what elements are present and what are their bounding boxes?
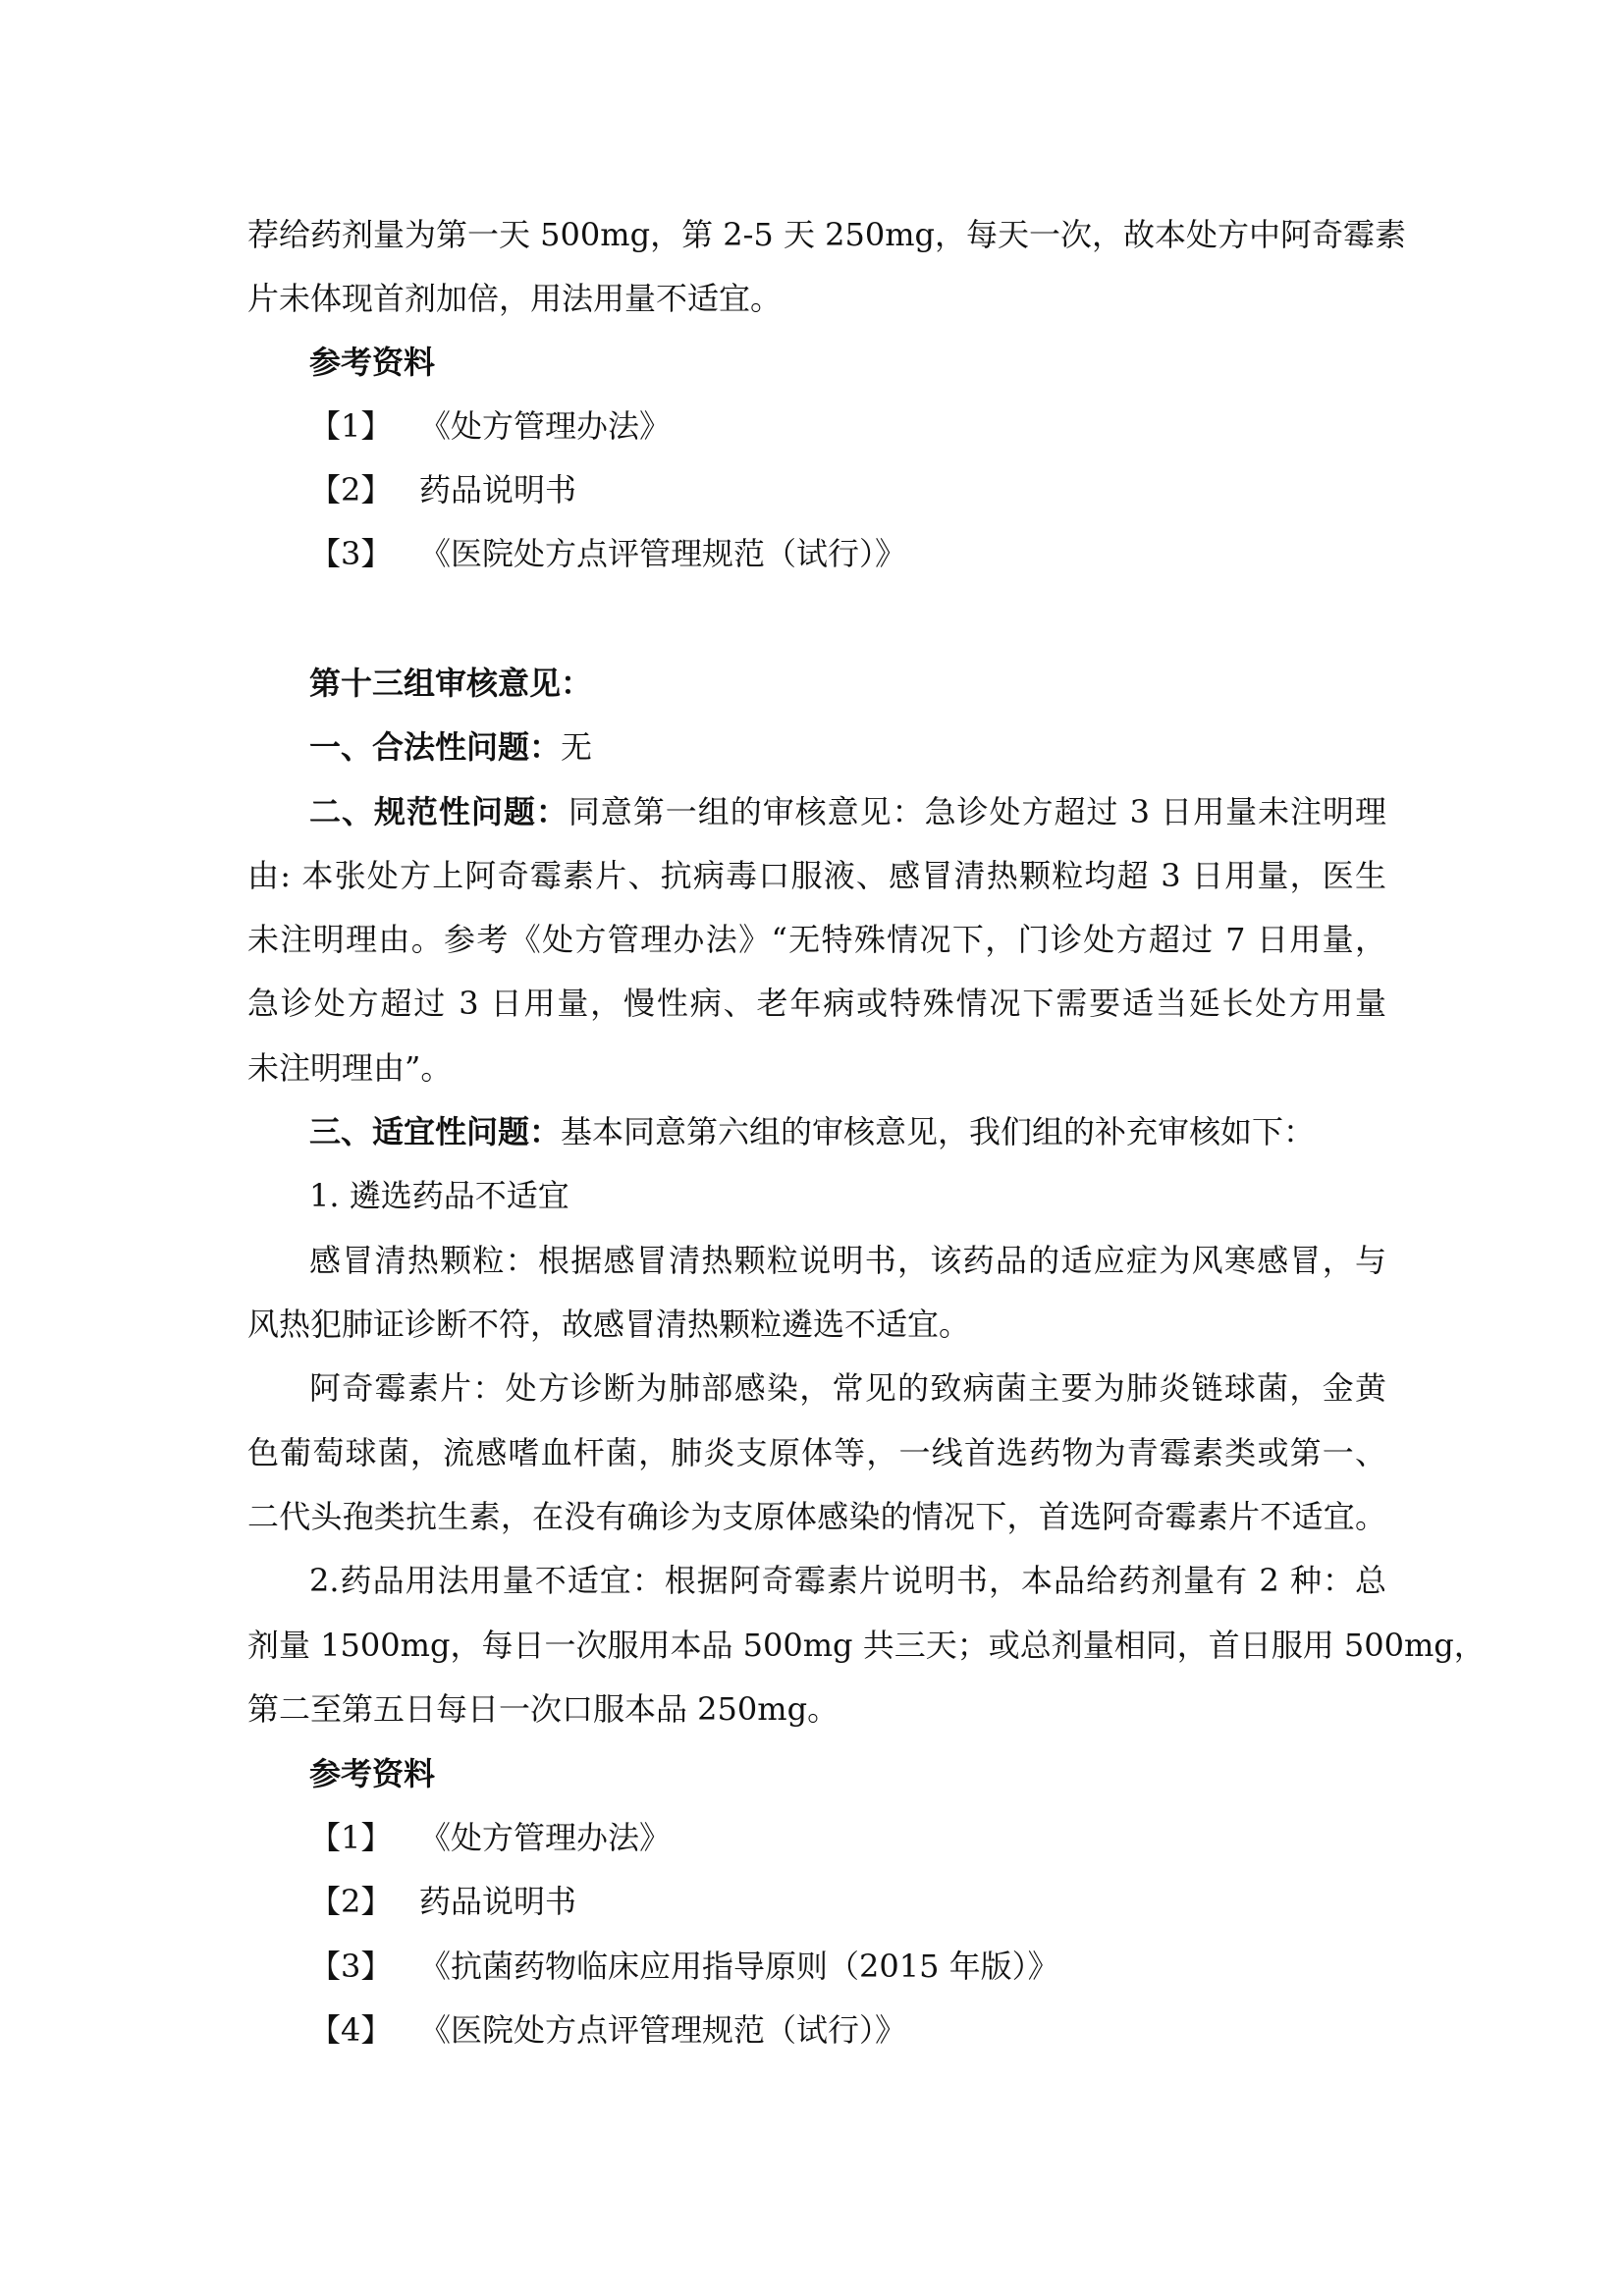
text-line: 风热犯肺证诊断不符，故感冒清热颗粒遴选不适宜。	[247, 1306, 971, 1343]
reference-text: 《抗菌药物临床应用指导原则（2015 年版）》	[419, 1948, 1059, 1985]
reference-item	[309, 1947, 1386, 1986]
suitability-label: 三、适宜性问题：	[309, 1113, 562, 1150]
reference-item	[309, 2010, 1386, 2050]
reference-number: 【4】	[309, 2011, 393, 2049]
legality-paragraph	[309, 727, 1386, 767]
text-line: 由: 本张处方上阿奇霉素片、抗病毒口服液、感冒清热颗粒均超 3 日用量，医生	[247, 857, 1386, 894]
reference-item	[309, 1882, 1386, 1921]
reference-item	[309, 406, 1386, 446]
text-line: 感冒清热颗粒：根据感冒清热颗粒说明书，该药品的适应症为风寒感冒，与	[309, 1242, 1386, 1279]
text-line: 剂量 1500mg，每日一次服用本品 500mg 共三天；或总剂量相同，首日服用 500mg，	[247, 1627, 1486, 1664]
legality-text: 无	[561, 728, 593, 766]
reference-number: 【2】	[309, 471, 393, 508]
text-line: 荐给药剂量为第一天 500mg，第 2-5 天 250mg，每天一次，故本处方中阿奇霉素	[247, 216, 1407, 253]
norm-text: 同意第一组的审核意见：急诊处方超过 3 日用量未注明理	[568, 793, 1386, 830]
item-heading: 1. 遴选药品不适宜	[309, 1177, 569, 1214]
references-heading: 参考资料	[309, 1755, 436, 1792]
suitability-paragraph	[309, 1112, 1386, 1151]
reference-number: 【3】	[309, 1948, 393, 1985]
text-line: 2.药品用法用量不适宜：根据阿奇霉素片说明书，本品给药剂量有 2 种：总	[309, 1562, 1386, 1599]
reference-text: 药品说明书	[419, 1883, 577, 1920]
reference-text: 《处方管理办法》	[419, 407, 672, 445]
text-line: 未注明理由。参考《处方管理办法》“无特殊情况下，门诊处方超过 7 日用量，	[247, 921, 1386, 958]
reference-item	[309, 534, 1386, 573]
section-title: 第十三组审核意见：	[309, 665, 593, 702]
reference-text: 《医院处方点评管理规范（试行）》	[419, 2011, 907, 2049]
reference-item	[309, 470, 1386, 509]
reference-text: 《处方管理办法》	[419, 1819, 672, 1856]
text-line: 色葡萄球菌，流感嗜血杆菌，肺炎支原体等，一线首选药物为青霉素类或第一、	[247, 1434, 1386, 1471]
reference-text: 药品说明书	[419, 471, 577, 508]
reference-number: 【2】	[309, 1883, 393, 1920]
text-line: 急诊处方超过 3 日用量，慢性病、老年病或特殊情况下需要适当延长处方用量	[247, 985, 1386, 1022]
reference-item	[309, 1818, 1386, 1857]
text-line: 第二至第五日每日一次口服本品 250mg。	[247, 1690, 839, 1728]
text-line: 片未体现首剂加倍，用法用量不适宜。	[247, 280, 783, 317]
suitability-text: 基本同意第六组的审核意见，我们组的补充审核如下：	[561, 1113, 1316, 1150]
references-heading: 参考资料	[309, 344, 436, 381]
norm-label: 二、规范性问题：	[309, 793, 568, 830]
text-line: 二代头孢类抗生素，在没有确诊为支原体感染的情况下，首选阿奇霉素片不适宜。	[247, 1498, 1386, 1535]
reference-number: 【3】	[309, 535, 393, 572]
text-line: 未注明理由”。	[247, 1049, 453, 1087]
legality-label: 一、合法性问题：	[309, 728, 562, 766]
reference-text: 《医院处方点评管理规范（试行）》	[419, 535, 907, 572]
norm-paragraph-first-line	[309, 792, 1386, 831]
reference-number: 【1】	[309, 407, 393, 445]
reference-number: 【1】	[309, 1819, 393, 1856]
text-line: 阿奇霉素片：处方诊断为肺部感染，常见的致病菌主要为肺炎链球菌，金黄	[309, 1369, 1386, 1407]
